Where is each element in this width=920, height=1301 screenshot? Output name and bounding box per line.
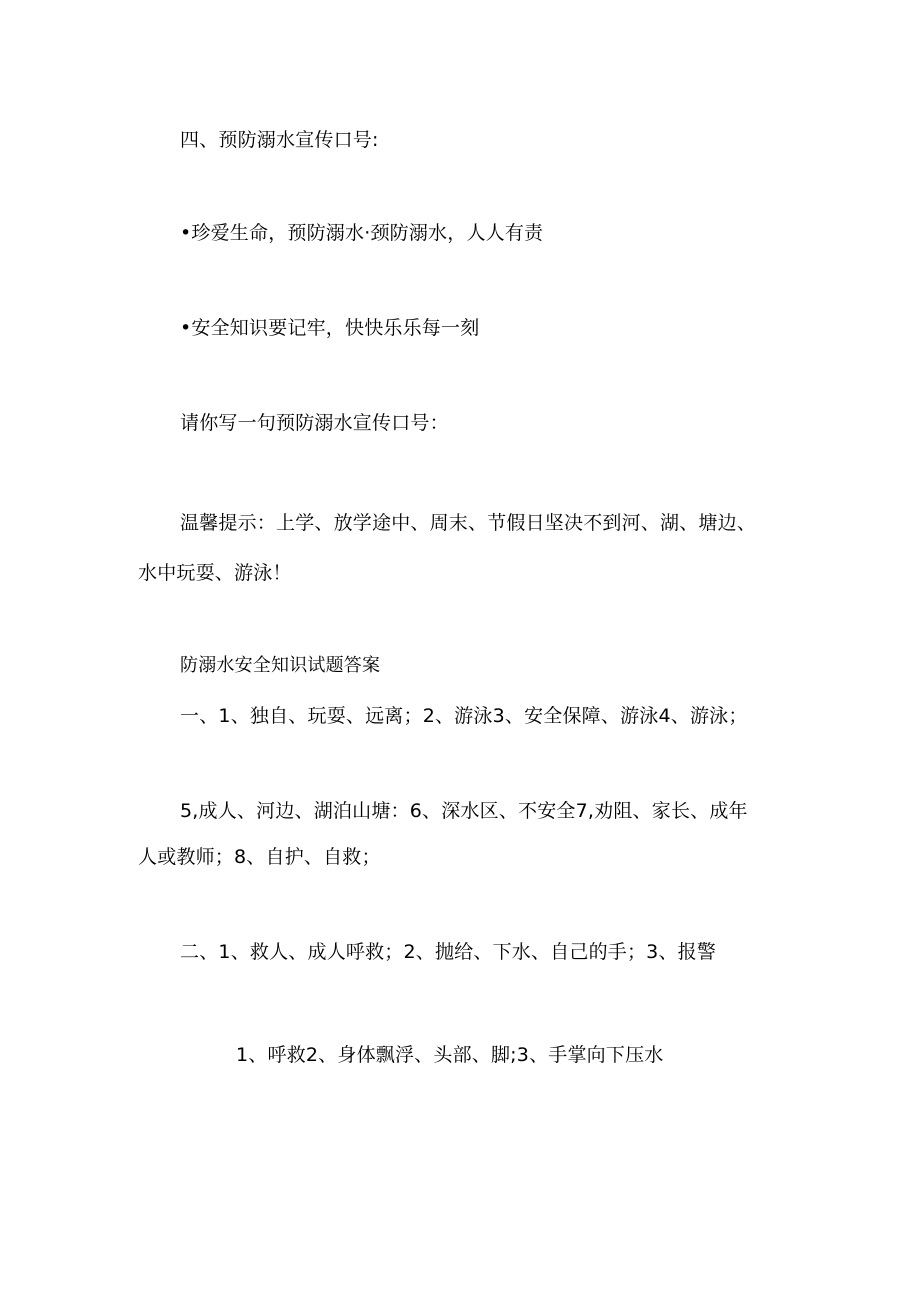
answers-part1-continued: 人或教师；8、自护、自救； xyxy=(138,846,381,868)
answers-part2: 二、1、救人、成人呼救；2、抛给、下水、自己的手；3、报警 xyxy=(180,941,717,963)
answers-title: 防溺水安全知识试题答案 xyxy=(180,655,381,676)
tip-text-continued: 水中玩耍、游泳！ xyxy=(138,562,292,584)
tip-text: 温馨提示：上学、放学途中、周末、节假日坚决不到河、湖、塘边、 xyxy=(180,512,757,534)
answers-part1-continued: 5,成人、河边、湖泊山塘：6、深水区、不安全7,劝阻、家长、成年 xyxy=(180,800,748,822)
slogan-item: •安全知识要记牢，快快乐乐每一刻 xyxy=(180,317,480,339)
answers-part3: 1、呼救2、身体飘浮、头部、脚;3、手掌向下压水 xyxy=(236,1044,664,1066)
write-prompt: 请你写一句预防溺水宣传口号： xyxy=(180,412,449,434)
slogan-item: •珍爱生命，预防溺水·颈防溺水，人人有责 xyxy=(180,222,544,244)
section-heading: 四、预防溺水宣传口号: xyxy=(180,129,379,151)
answers-part1: 一、1、独自、玩耍、远离；2、游泳3、安全保障、游泳4、游泳； xyxy=(180,705,748,727)
